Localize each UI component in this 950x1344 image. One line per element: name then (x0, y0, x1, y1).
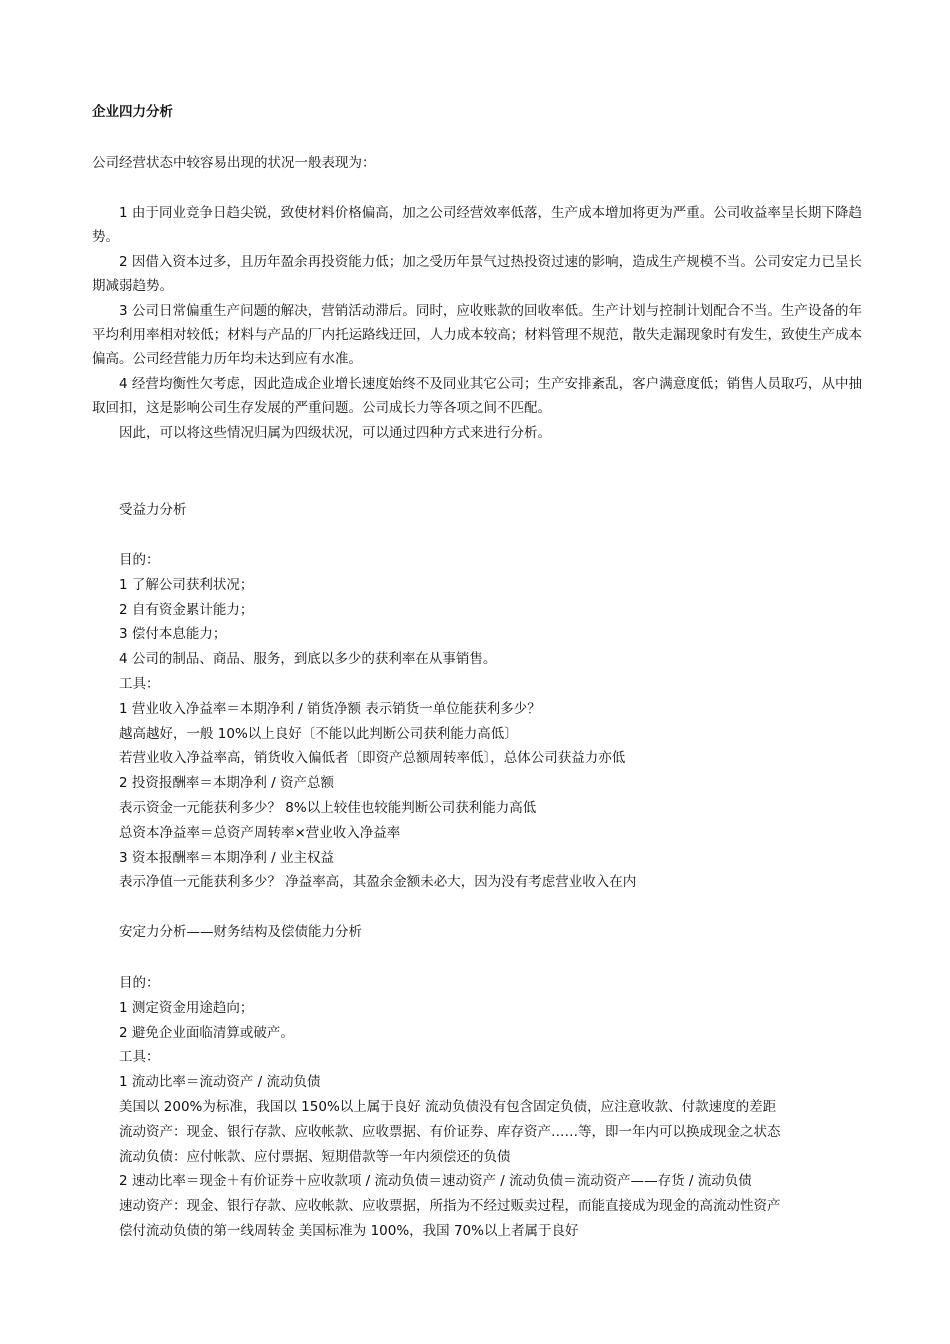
text-line: 目的： (119, 975, 160, 991)
text-line: 1 营业收入净益率＝本期净利 / 销货净额 表示销货一单位能获利多少？ (119, 700, 541, 717)
text-line: 1 了解公司获利状况； (119, 576, 254, 593)
text-line: 2 自有资金累计能力； (119, 601, 254, 618)
text-line: 3 偿付本息能力； (119, 626, 227, 643)
document-title: 企业四力分析 (92, 104, 173, 120)
text-line: 美国以 200%为标准，我国以 150%以上属于良好 流动负债没有包含固定负债，应注意收款、付款速度的差距 (119, 1098, 777, 1115)
paragraph: 2 因借入资本过多，且历年盈余再投资能力低；加之受历年景气过热投资过速的影响，造成生产规模不当。公司安定力已呈长期减弱趋势。 (92, 253, 862, 295)
text-line: 流动资产：现金、银行存款、应收帐款、应收票据、有价证券、库存资产……等，即一年内可以换成现金之状态 (119, 1123, 781, 1140)
text-line: 偿付流动负债的第一线周转金 美国标准为 100%，我国 70%以上者属于良好 (119, 1222, 579, 1239)
intro-text: 公司经营状态中较容易出现的状况一般表现为： (92, 155, 376, 171)
stability-heading: 安定力分析——财务结构及偿债能力分析 (119, 924, 362, 940)
paragraph: 4 经营均衡性欠考虑，因此造成企业增长速度始终不及同业其它公司；生产安排紊乱，客户满意度低；销售人员取巧，从中抽取回扣，这是影响公司生存发展的严重问题。公司成长力等各项之间不匹配。 (92, 375, 862, 417)
text-line: 目的： (119, 552, 160, 568)
text-line: 1 流动比率＝流动资产 / 流动负债 (119, 1074, 321, 1091)
intro-paragraphs (92, 201, 862, 445)
text-line: 工具： (119, 675, 160, 692)
text-line: 2 速动比率＝现金＋有价证券＋应收款项 / 流动负债＝速动资产 / 流动负债＝流动资产——存货 / 流动负债 (119, 1173, 752, 1190)
text-line: 若营业收入净益率高，销货收入偏低者〔即资产总额周转率低〕，总体公司获益力亦低 (119, 750, 626, 767)
text-line: 工具： (119, 1049, 160, 1066)
text-line: 2 投资报酬率＝本期净利 / 资产总额 (119, 775, 335, 792)
text-line: 表示净值一元能获利多少？ 净益率高，其盈余金额未必大，因为没有考虑营业收入在内 (119, 874, 637, 891)
text-line: 速动资产：现金、银行存款、应收帐款、应收票据，所指为不经过贩卖过程，而能直接成为现金的高流动性资产 (119, 1198, 781, 1215)
paragraph: 1 由于同业竞争日趋尖锐，致使材料价格偏高，加之公司经营效率低落，生产成本增加将更为严重。公司收益率呈长期下降趋势。 (92, 205, 862, 246)
paragraph: 因此，可以将这些情况归属为四级状况，可以通过四种方式来进行分析。 (119, 424, 551, 441)
text-line: 4 公司的制品、商品、服务，到底以多少的获利率在从事销售。 (119, 651, 497, 668)
profitability-heading: 受益力分析 (119, 502, 187, 518)
paragraph: 3 公司日常偏重生产问题的解决，营销活动滞后。同时，应收账款的回收率低。生产计划与控制计划配合不当。生产设备的年平均利用率相对较低；材料与产品的厂内托运路线迂回，人力成本较高；材料管理不规范，散失走漏现象时有发生，致使生产成本偏高。公司经营能力历年均未达到应有水准。 (92, 302, 862, 368)
text-line: 越高越好，一般 10%以上良好〔不能以此判断公司获利能力高低〕 (119, 725, 518, 742)
text-line: 3 资本报酬率＝本期净利 / 业主权益 (119, 849, 335, 866)
text-line: 2 避免企业面临清算或破产。 (119, 1024, 294, 1041)
text-line: 表示资金一元能获利多少？ 8%以上较佳也较能判断公司获利能力高低 (119, 799, 537, 816)
text-line: 流动负债：应付帐款、应付票据、短期借款等一年内须偿还的负债 (119, 1148, 511, 1165)
stability-section (119, 971, 899, 1244)
text-line: 总资本净益率＝总资产周转率×营业收入净益率 (119, 824, 401, 841)
text-line: 1 测定资金用途趋向； (119, 999, 254, 1016)
profitability-section (119, 548, 899, 895)
